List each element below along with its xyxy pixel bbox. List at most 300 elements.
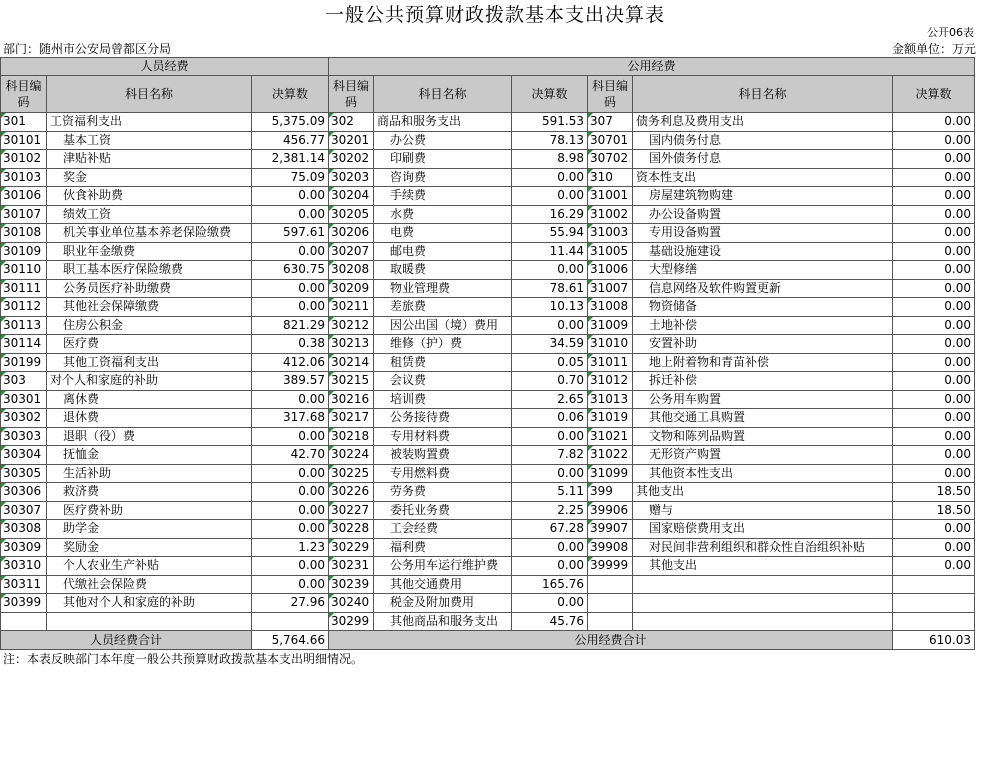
amount-cell: 0.00 <box>893 261 975 280</box>
amount-cell: 0.00 <box>893 150 975 169</box>
amount-cell: 75.09 <box>252 168 329 187</box>
table-row <box>1 298 975 317</box>
amount-cell: 0.00 <box>893 409 975 428</box>
name-cell: 办公设备购置 <box>633 205 893 224</box>
code-cell: 30204 <box>329 187 374 206</box>
name-cell: 津贴补贴 <box>47 150 252 169</box>
code-cell: 31012 <box>588 372 633 391</box>
header-amount: 决算数 <box>512 76 588 113</box>
amount-cell: 42.70 <box>252 446 329 465</box>
name-cell: 咨询费 <box>374 168 512 187</box>
table-row <box>1 594 975 613</box>
amount-cell: 0.00 <box>512 168 588 187</box>
amount-cell: 55.94 <box>512 224 588 243</box>
name-cell: 物资储备 <box>633 298 893 317</box>
footnote: 注：本表反映部门本年度一般公共预算财政拨款基本支出明细情况。 <box>3 652 364 666</box>
code-cell: 302 <box>329 113 374 132</box>
amount-cell: 0.00 <box>893 335 975 354</box>
table-row <box>1 187 975 206</box>
amount-cell: 2.65 <box>512 390 588 409</box>
public-total-label: 公用经费合计 <box>329 631 893 650</box>
name-cell: 其他支出 <box>633 557 893 576</box>
code-cell: 30203 <box>329 168 374 187</box>
code-cell: 30107 <box>1 205 47 224</box>
personnel-total-label: 人员经费合计 <box>1 631 252 650</box>
code-cell: 30209 <box>329 279 374 298</box>
amount-cell: 165.76 <box>512 575 588 594</box>
amount-cell: 0.00 <box>252 483 329 502</box>
code-cell: 30224 <box>329 446 374 465</box>
amount-cell: 0.00 <box>252 242 329 261</box>
amount-cell: 412.06 <box>252 353 329 372</box>
name-cell: 其他商品和服务支出 <box>374 612 512 631</box>
amount-cell: 0.00 <box>893 298 975 317</box>
amount-cell: 34.59 <box>512 335 588 354</box>
name-cell: 其他交通费用 <box>374 575 512 594</box>
name-cell: 因公出国（境）费用 <box>374 316 512 335</box>
table-row <box>1 279 975 298</box>
code-cell: 30308 <box>1 520 47 539</box>
code-cell: 30211 <box>329 298 374 317</box>
code-cell: 30206 <box>329 224 374 243</box>
table-row <box>1 372 975 391</box>
table-row <box>1 242 975 261</box>
name-cell: 住房公积金 <box>47 316 252 335</box>
name-cell: 培训费 <box>374 390 512 409</box>
amount-cell: 5.11 <box>512 483 588 502</box>
amount-cell: 27.96 <box>252 594 329 613</box>
amount-cell: 0.00 <box>893 464 975 483</box>
amount-cell: 389.57 <box>252 372 329 391</box>
amount-cell: 0.00 <box>893 205 975 224</box>
code-cell: 30306 <box>1 483 47 502</box>
code-cell: 30216 <box>329 390 374 409</box>
form-code: 公开06表 <box>927 26 974 39</box>
code-cell: 30114 <box>1 335 47 354</box>
code-cell: 31022 <box>588 446 633 465</box>
code-cell: 31013 <box>588 390 633 409</box>
name-cell: 土地补偿 <box>633 316 893 335</box>
name-cell: 其他社会保障缴费 <box>47 298 252 317</box>
code-cell: 31010 <box>588 335 633 354</box>
name-cell: 个人农业生产补贴 <box>47 557 252 576</box>
code-cell: 30227 <box>329 501 374 520</box>
code-cell: 31002 <box>588 205 633 224</box>
code-cell: 30702 <box>588 150 633 169</box>
table-row <box>1 335 975 354</box>
name-cell: 其他支出 <box>633 483 893 502</box>
amount-cell: 0.00 <box>252 501 329 520</box>
header-amount: 决算数 <box>893 76 975 113</box>
name-cell <box>633 594 893 613</box>
name-cell: 医疗费补助 <box>47 501 252 520</box>
code-cell: 30301 <box>1 390 47 409</box>
amount-cell: 0.00 <box>512 464 588 483</box>
code-cell: 39999 <box>588 557 633 576</box>
amount-cell <box>893 612 975 631</box>
code-cell: 31005 <box>588 242 633 261</box>
amount-cell: 0.00 <box>893 427 975 446</box>
code-cell: 310 <box>588 168 633 187</box>
name-cell: 生活补助 <box>47 464 252 483</box>
header-amount: 决算数 <box>252 76 329 113</box>
name-cell: 基础设施建设 <box>633 242 893 261</box>
amount-cell: 18.50 <box>893 501 975 520</box>
amount-cell: 0.00 <box>252 520 329 539</box>
amount-cell: 16.29 <box>512 205 588 224</box>
code-cell: 303 <box>1 372 47 391</box>
code-cell: 30106 <box>1 187 47 206</box>
code-cell: 30103 <box>1 168 47 187</box>
table-row <box>1 464 975 483</box>
name-cell: 债务利息及费用支出 <box>633 113 893 132</box>
code-cell: 39906 <box>588 501 633 520</box>
name-cell: 抚恤金 <box>47 446 252 465</box>
code-cell: 31001 <box>588 187 633 206</box>
amount-cell: 7.82 <box>512 446 588 465</box>
code-cell: 30225 <box>329 464 374 483</box>
code-cell: 39907 <box>588 520 633 539</box>
name-cell: 大型修缮 <box>633 261 893 280</box>
name-cell: 差旅费 <box>374 298 512 317</box>
amount-cell: 0.00 <box>252 187 329 206</box>
name-cell: 职工基本医疗保险缴费 <box>47 261 252 280</box>
name-cell: 安置补助 <box>633 335 893 354</box>
amount-cell: 821.29 <box>252 316 329 335</box>
amount-cell: 0.00 <box>252 298 329 317</box>
code-cell <box>588 575 633 594</box>
name-cell: 国内债务付息 <box>633 131 893 150</box>
code-cell: 31008 <box>588 298 633 317</box>
code-cell: 30215 <box>329 372 374 391</box>
amount-cell: 2.25 <box>512 501 588 520</box>
code-cell: 30101 <box>1 131 47 150</box>
amount-cell: 0.00 <box>893 446 975 465</box>
amount-cell: 78.61 <box>512 279 588 298</box>
code-cell: 30302 <box>1 409 47 428</box>
code-cell: 30218 <box>329 427 374 446</box>
name-cell: 文物和陈列品购置 <box>633 427 893 446</box>
name-cell: 公务用车运行维护费 <box>374 557 512 576</box>
name-cell: 办公费 <box>374 131 512 150</box>
amount-cell: 0.00 <box>252 557 329 576</box>
code-cell: 30307 <box>1 501 47 520</box>
amount-cell <box>252 612 329 631</box>
amount-cell: 1.23 <box>252 538 329 557</box>
section-personnel: 人员经费 <box>1 58 329 76</box>
name-cell: 维修（护）费 <box>374 335 512 354</box>
amount-cell: 2,381.14 <box>252 150 329 169</box>
name-cell <box>633 612 893 631</box>
header-code: 科目编码 <box>1 76 47 113</box>
code-cell: 30212 <box>329 316 374 335</box>
amount-cell: 0.00 <box>893 279 975 298</box>
name-cell: 离休费 <box>47 390 252 409</box>
code-cell: 30304 <box>1 446 47 465</box>
amount-cell: 0.05 <box>512 353 588 372</box>
name-cell: 退休费 <box>47 409 252 428</box>
name-cell: 地上附着物和青苗补偿 <box>633 353 893 372</box>
code-cell: 30207 <box>329 242 374 261</box>
code-cell: 30109 <box>1 242 47 261</box>
name-cell: 拆迁补偿 <box>633 372 893 391</box>
name-cell: 赠与 <box>633 501 893 520</box>
section-row <box>1 58 975 76</box>
code-cell: 30214 <box>329 353 374 372</box>
name-cell: 邮电费 <box>374 242 512 261</box>
amount-cell: 0.00 <box>252 575 329 594</box>
name-cell: 劳务费 <box>374 483 512 502</box>
code-cell: 31019 <box>588 409 633 428</box>
amount-cell: 78.13 <box>512 131 588 150</box>
code-cell: 30199 <box>1 353 47 372</box>
name-cell: 印刷费 <box>374 150 512 169</box>
table-row <box>1 316 975 335</box>
table-row <box>1 483 975 502</box>
code-cell: 31011 <box>588 353 633 372</box>
name-cell: 电费 <box>374 224 512 243</box>
amount-cell: 0.00 <box>512 538 588 557</box>
table-row <box>1 520 975 539</box>
name-cell: 租赁费 <box>374 353 512 372</box>
name-cell: 税金及附加费用 <box>374 594 512 613</box>
name-cell: 国家赔偿费用支出 <box>633 520 893 539</box>
unit-label: 金额单位：万元 <box>891 42 976 56</box>
name-cell: 救济费 <box>47 483 252 502</box>
amount-cell: 0.38 <box>252 335 329 354</box>
code-cell: 30111 <box>1 279 47 298</box>
amount-cell: 0.00 <box>512 261 588 280</box>
name-cell: 职业年金缴费 <box>47 242 252 261</box>
code-cell: 30309 <box>1 538 47 557</box>
name-cell: 专用材料费 <box>374 427 512 446</box>
code-cell: 30701 <box>588 131 633 150</box>
amount-cell: 0.06 <box>512 409 588 428</box>
table-row <box>1 612 975 631</box>
code-cell: 30217 <box>329 409 374 428</box>
amount-cell <box>893 594 975 613</box>
code-cell: 30311 <box>1 575 47 594</box>
code-cell: 31003 <box>588 224 633 243</box>
name-cell: 信息网络及软件购置更新 <box>633 279 893 298</box>
name-cell: 手续费 <box>374 187 512 206</box>
name-cell: 会议费 <box>374 372 512 391</box>
table-row <box>1 150 975 169</box>
name-cell: 代缴社会保险费 <box>47 575 252 594</box>
header-name: 科目名称 <box>633 76 893 113</box>
table-row <box>1 538 975 557</box>
amount-cell: 0.00 <box>893 131 975 150</box>
code-cell: 31099 <box>588 464 633 483</box>
amount-cell: 0.00 <box>512 316 588 335</box>
name-cell: 对个人和家庭的补助 <box>47 372 252 391</box>
amount-cell: 0.00 <box>512 594 588 613</box>
table-row <box>1 446 975 465</box>
personnel-total-amount: 5,764.66 <box>252 631 329 650</box>
table-body <box>1 113 975 631</box>
table-row <box>1 427 975 446</box>
code-cell: 30226 <box>329 483 374 502</box>
name-cell: 专用燃料费 <box>374 464 512 483</box>
table-row <box>1 557 975 576</box>
header-code: 科目编码 <box>588 76 633 113</box>
code-cell: 31007 <box>588 279 633 298</box>
section-public: 公用经费 <box>329 58 975 76</box>
name-cell: 机关事业单位基本养老保险缴费 <box>47 224 252 243</box>
amount-cell: 0.00 <box>893 353 975 372</box>
name-cell: 物业管理费 <box>374 279 512 298</box>
name-cell: 取暖费 <box>374 261 512 280</box>
code-cell <box>588 594 633 613</box>
amount-cell: 10.13 <box>512 298 588 317</box>
code-cell: 307 <box>588 113 633 132</box>
code-cell: 31009 <box>588 316 633 335</box>
code-cell: 30305 <box>1 464 47 483</box>
code-cell: 30205 <box>329 205 374 224</box>
name-cell: 公务接待费 <box>374 409 512 428</box>
name-cell: 伙食补助费 <box>47 187 252 206</box>
table-row <box>1 168 975 187</box>
name-cell: 资本性支出 <box>633 168 893 187</box>
name-cell: 委托业务费 <box>374 501 512 520</box>
code-cell <box>1 612 47 631</box>
name-cell: 被装购置费 <box>374 446 512 465</box>
name-cell: 国外债务付息 <box>633 150 893 169</box>
amount-cell: 0.00 <box>512 427 588 446</box>
name-cell: 水费 <box>374 205 512 224</box>
name-cell: 奖金 <box>47 168 252 187</box>
amount-cell: 0.00 <box>893 538 975 557</box>
name-cell: 对民间非营利组织和群众性自治组织补贴 <box>633 538 893 557</box>
name-cell: 房屋建筑物购建 <box>633 187 893 206</box>
amount-cell: 0.00 <box>252 427 329 446</box>
code-cell: 31021 <box>588 427 633 446</box>
name-cell: 奖励金 <box>47 538 252 557</box>
code-cell: 30229 <box>329 538 374 557</box>
amount-cell: 67.28 <box>512 520 588 539</box>
code-cell: 30102 <box>1 150 47 169</box>
code-cell: 30208 <box>329 261 374 280</box>
code-cell: 30108 <box>1 224 47 243</box>
name-cell: 助学金 <box>47 520 252 539</box>
amount-cell: 0.00 <box>893 224 975 243</box>
amount-cell: 0.00 <box>893 168 975 187</box>
table-row <box>1 409 975 428</box>
table-row <box>1 390 975 409</box>
code-cell: 399 <box>588 483 633 502</box>
amount-cell: 18.50 <box>893 483 975 502</box>
name-cell: 退职（役）费 <box>47 427 252 446</box>
code-cell: 30201 <box>329 131 374 150</box>
name-cell: 福利费 <box>374 538 512 557</box>
code-cell: 30112 <box>1 298 47 317</box>
amount-cell: 11.44 <box>512 242 588 261</box>
amount-cell <box>893 575 975 594</box>
code-cell: 30213 <box>329 335 374 354</box>
amount-cell: 456.77 <box>252 131 329 150</box>
name-cell <box>633 575 893 594</box>
table-row <box>1 261 975 280</box>
name-cell: 工会经费 <box>374 520 512 539</box>
expenditure-table-wrapper <box>0 57 975 650</box>
name-cell: 医疗费 <box>47 335 252 354</box>
code-cell: 30228 <box>329 520 374 539</box>
public-total-amount: 610.03 <box>893 631 975 650</box>
code-cell: 30310 <box>1 557 47 576</box>
name-cell: 其他工资福利支出 <box>47 353 252 372</box>
amount-cell: 45.76 <box>512 612 588 631</box>
table-row <box>1 113 975 132</box>
amount-cell: 0.00 <box>893 390 975 409</box>
amount-cell: 0.00 <box>893 187 975 206</box>
amount-cell: 0.00 <box>512 187 588 206</box>
name-cell: 工资福利支出 <box>47 113 252 132</box>
amount-cell: 0.00 <box>893 242 975 261</box>
table-row <box>1 205 975 224</box>
header-name: 科目名称 <box>47 76 252 113</box>
amount-cell: 0.00 <box>893 372 975 391</box>
code-cell: 301 <box>1 113 47 132</box>
amount-cell: 0.00 <box>893 316 975 335</box>
amount-cell: 0.00 <box>252 279 329 298</box>
name-cell: 绩效工资 <box>47 205 252 224</box>
amount-cell: 0.00 <box>893 557 975 576</box>
header-name: 科目名称 <box>374 76 512 113</box>
amount-cell: 8.98 <box>512 150 588 169</box>
name-cell: 其他交通工具购置 <box>633 409 893 428</box>
code-cell: 30240 <box>329 594 374 613</box>
table-row <box>1 501 975 520</box>
name-cell: 基本工资 <box>47 131 252 150</box>
amount-cell: 0.00 <box>252 390 329 409</box>
amount-cell: 5,375.09 <box>252 113 329 132</box>
code-cell: 30202 <box>329 150 374 169</box>
department-label: 部门：随州市公安局曾都区分局 <box>3 42 172 56</box>
code-cell: 30239 <box>329 575 374 594</box>
code-cell: 30399 <box>1 594 47 613</box>
header-code: 科目编码 <box>329 76 374 113</box>
table-row <box>1 575 975 594</box>
name-cell <box>47 612 252 631</box>
name-cell: 商品和服务支出 <box>374 113 512 132</box>
code-cell: 30303 <box>1 427 47 446</box>
amount-cell: 0.00 <box>893 520 975 539</box>
name-cell: 公务员医疗补助缴费 <box>47 279 252 298</box>
name-cell: 专用设备购置 <box>633 224 893 243</box>
amount-cell: 0.70 <box>512 372 588 391</box>
amount-cell: 0.00 <box>252 464 329 483</box>
amount-cell: 0.00 <box>252 205 329 224</box>
amount-cell: 317.68 <box>252 409 329 428</box>
name-cell: 公务用车购置 <box>633 390 893 409</box>
table-row <box>1 353 975 372</box>
code-cell: 30299 <box>329 612 374 631</box>
code-cell: 30113 <box>1 316 47 335</box>
amount-cell: 0.00 <box>512 557 588 576</box>
code-cell: 30231 <box>329 557 374 576</box>
name-cell: 其他资本性支出 <box>633 464 893 483</box>
name-cell: 其他对个人和家庭的补助 <box>47 594 252 613</box>
amount-cell: 630.75 <box>252 261 329 280</box>
amount-cell: 597.61 <box>252 224 329 243</box>
total-row <box>1 631 975 650</box>
name-cell: 无形资产购置 <box>633 446 893 465</box>
table-row <box>1 224 975 243</box>
amount-cell: 0.00 <box>893 113 975 132</box>
header-row <box>1 76 975 113</box>
expenditure-table <box>0 57 975 650</box>
table-row <box>1 131 975 150</box>
